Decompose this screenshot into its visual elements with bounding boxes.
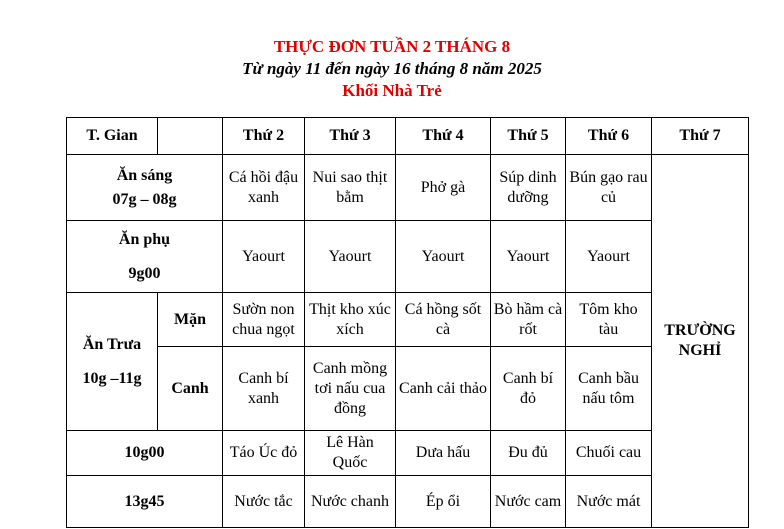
menu-cell: Yaourt [566,221,652,293]
lunch-name: Ăn Trưa [82,335,142,353]
breakfast-name: Ăn sáng [116,166,173,184]
menu-cell: Yaourt [491,221,566,293]
lunch-canh-row [67,347,749,431]
header-row [67,118,749,155]
menu-cell: Dưa hấu [396,431,491,476]
header-day: Thứ 6 [566,118,652,155]
menu-cell: Sườn non chua ngọt [223,293,305,347]
fruit-row [67,431,749,476]
lunch-label [67,293,158,431]
menu-cell: Yaourt [396,221,491,293]
menu-cell: Đu đủ [491,431,566,476]
menu-cell: Nước tắc [223,476,305,528]
menu-table [66,117,749,528]
drink-row [67,476,749,528]
header-time: T. Gian [67,118,158,155]
saturday-closed: TRƯỜNG NGHỈ [652,155,749,528]
menu-cell: Tôm kho tàu [566,293,652,347]
menu-cell: Súp dinh dưỡng [491,155,566,221]
menu-group: Khối Nhà Trẻ [342,81,442,100]
lunch-time: 10g –11g [82,369,142,387]
menu-cell: Nước cam [491,476,566,528]
header-day: Thứ 4 [396,118,491,155]
menu-cell: Canh bầu nấu tôm [566,347,652,431]
fruit-time: 10g00 [67,431,223,476]
snack-row [67,221,749,293]
menu-cell: Lê Hàn Quốc [305,431,396,476]
menu-cell: Nước mát [566,476,652,528]
header-day: Thứ 5 [491,118,566,155]
lunch-man-row [67,293,749,347]
header-blank [158,118,223,155]
menu-cell: Chuối cau [566,431,652,476]
menu-cell: Bò hầm cà rốt [491,293,566,347]
lunch-canh-label: Canh [158,347,223,431]
header-day: Thứ 3 [305,118,396,155]
header-day: Thứ 7 [652,118,749,155]
menu-cell: Ép ổi [396,476,491,528]
snack-name: Ăn phụ [118,230,171,248]
breakfast-label [67,155,223,221]
menu-title: THỰC ĐƠN TUẦN 2 THÁNG 8 [273,37,511,56]
menu-cell: Táo Úc đỏ [223,431,305,476]
menu-cell: Bún gạo rau củ [566,155,652,221]
menu-cell: Canh bí xanh [223,347,305,431]
menu-cell: Yaourt [305,221,396,293]
drink-time: 13g45 [67,476,223,528]
menu-cell: Cá hồi đậu xanh [223,155,305,221]
menu-cell: Yaourt [223,221,305,293]
breakfast-row [67,155,749,221]
menu-cell: Cá hồng sốt cà [396,293,491,347]
menu-cell: Nước chanh [305,476,396,528]
menu-cell: Thịt kho xúc xích [305,293,396,347]
menu-cell: Canh cải thảo [396,347,491,431]
snack-time: 9g00 [128,264,161,282]
menu-cell: Nui sao thịt bằm [305,155,396,221]
menu-date-range: Từ ngày 11 đến ngày 16 tháng 8 năm 2025 [242,59,542,78]
menu-cell: Canh bí đỏ [491,347,566,431]
menu-cell: Phở gà [396,155,491,221]
menu-titles [0,36,784,102]
menu-cell: Canh mồng tơi nấu cua đồng [305,347,396,431]
header-day: Thứ 2 [223,118,305,155]
snack-label [67,221,223,293]
breakfast-time: 07g – 08g [112,190,177,208]
lunch-man-label: Mặn [158,293,223,347]
